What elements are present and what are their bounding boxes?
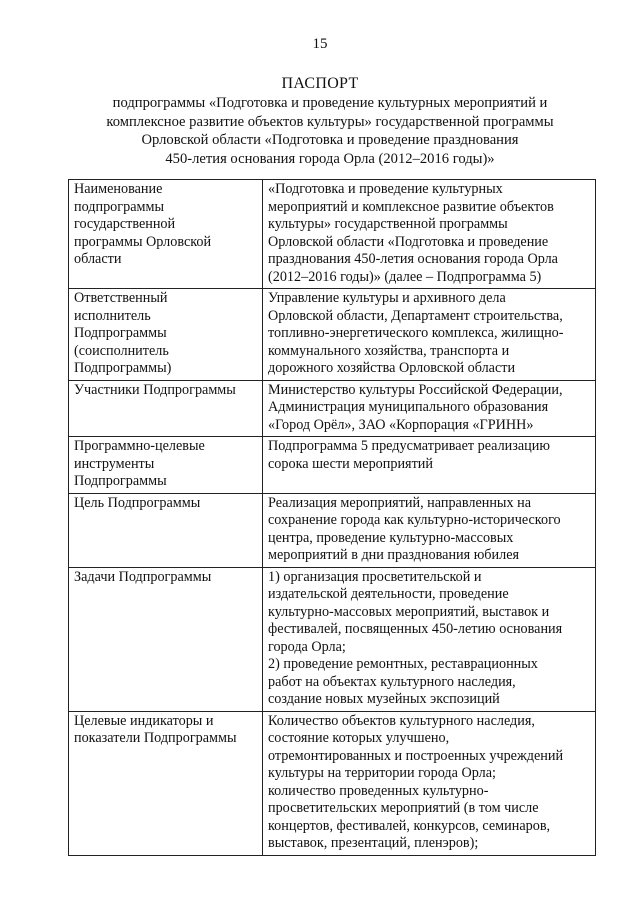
row-label-line: Подпрограммы bbox=[74, 473, 167, 489]
row-value-line: создание новых музейных экспозиций bbox=[268, 691, 500, 707]
row-label-line: Цель Подпрограммы bbox=[74, 494, 201, 511]
row-value-line: Орловской области, Департамент строительства, bbox=[268, 307, 563, 324]
row-value-line: просветительских мероприятий (в том числе bbox=[268, 800, 539, 816]
row-value-line: культурно-массовых мероприятий, выставок и bbox=[268, 603, 550, 620]
row-label-line: области bbox=[74, 251, 122, 267]
table-row bbox=[69, 380, 596, 437]
row-value-line: Управление культуры и архивного дела bbox=[268, 290, 506, 306]
row-value-line: Орловской области «Подготовка и проведение bbox=[268, 233, 549, 250]
row-label-line: Участники Подпрограммы bbox=[74, 381, 236, 398]
row-label-line: подпрограммы bbox=[74, 198, 164, 215]
row-value-line: дорожного хозяйства Орловской области bbox=[268, 360, 516, 376]
row-value-line: города Орла; bbox=[268, 638, 346, 655]
row-label-cell bbox=[69, 437, 263, 494]
row-value-line: культуры» государственной программы bbox=[268, 216, 508, 232]
row-value-line: сохранение города как культурно-исторического bbox=[268, 512, 561, 528]
row-value-line: центра, проведение культурно-массовых bbox=[268, 529, 514, 546]
row-value-line: сорока шести мероприятий bbox=[268, 455, 433, 472]
row-label-line: Подпрограммы) bbox=[74, 360, 172, 376]
row-value-line: «Город Орёл», ЗАО «Корпорация «ГРИНН» bbox=[268, 416, 534, 433]
row-label-line: Ответственный bbox=[74, 290, 168, 306]
row-value-line: отремонтированных и построенных учреждений bbox=[268, 747, 564, 764]
row-label-cell bbox=[69, 493, 263, 567]
row-label-line: Наименование bbox=[74, 181, 163, 197]
row-value-cell bbox=[263, 289, 596, 381]
row-value-cell bbox=[263, 180, 596, 289]
row-label-cell bbox=[69, 289, 263, 381]
row-value-line: фестивалей, посвященных 450-летию основания bbox=[268, 621, 563, 637]
row-label-line: государственной bbox=[74, 216, 176, 232]
subtitle-line: подпрограммы «Подготовка и проведение культурных мероприятий и bbox=[112, 95, 548, 111]
row-value-line: празднования 450-летия основания города Орла bbox=[268, 251, 558, 267]
row-value-line: 2) проведение ремонтных, реставрационных bbox=[268, 656, 538, 672]
document-subtitle bbox=[70, 94, 590, 168]
row-label-line: программы Орловской bbox=[74, 233, 212, 250]
page-number: 15 bbox=[312, 36, 328, 52]
row-value-line: Администрация муниципального образования bbox=[268, 399, 549, 415]
row-value-line: мероприятий в дни празднования юбилея bbox=[268, 547, 520, 563]
table-row bbox=[69, 493, 596, 567]
table-row bbox=[69, 437, 596, 494]
table-row bbox=[69, 180, 596, 289]
row-value-line: издательской деятельности, проведение bbox=[268, 586, 509, 602]
subtitle-line: комплексное развитие объектов культуры» государственной программы bbox=[106, 113, 554, 130]
row-value-line: количество проведенных культурно- bbox=[268, 782, 489, 799]
row-value-line: мероприятий и комплексное развитие объектов bbox=[268, 198, 554, 215]
table-row bbox=[69, 567, 596, 711]
row-label-line: Программно-целевые bbox=[74, 438, 205, 454]
subtitle-line: 450-летия основания города Орла (2012–2016 годы)» bbox=[165, 150, 495, 167]
table-row bbox=[69, 711, 596, 855]
row-label-line: инструменты bbox=[74, 455, 155, 472]
row-label-line: показатели Подпрограммы bbox=[74, 730, 237, 746]
row-value-line: топливно-энергетического комплекса, жилищно- bbox=[268, 325, 564, 341]
row-label-line: Задачи Подпрограммы bbox=[74, 568, 212, 585]
row-label-line: Целевые индикаторы и bbox=[74, 712, 214, 729]
row-value-cell bbox=[263, 567, 596, 711]
row-label-cell bbox=[69, 711, 263, 855]
row-value-line: выставок, презентаций, пленэров); bbox=[268, 835, 479, 851]
row-value-cell bbox=[263, 493, 596, 567]
passport-table bbox=[68, 179, 596, 856]
row-value-line: (2012–2016 годы)» (далее – Подпрограмма 5) bbox=[268, 268, 542, 285]
row-label-cell bbox=[69, 567, 263, 711]
row-value-line: Реализация мероприятий, направленных на bbox=[268, 494, 531, 511]
row-value-line: культуры на территории города Орла; bbox=[268, 765, 496, 781]
row-value-line: коммунального хозяйства, транспорта и bbox=[268, 342, 510, 359]
row-value-line: концертов, фестивалей, конкурсов, семинаров, bbox=[268, 817, 551, 834]
document-title: ПАСПОРТ bbox=[281, 75, 359, 92]
row-value-line: работ на объектах культурного наследия, bbox=[268, 673, 516, 690]
row-value-line: Подпрограмма 5 предусматривает реализацию bbox=[268, 438, 550, 454]
row-value-line: 1) организация просветительской и bbox=[268, 568, 482, 585]
row-value-cell bbox=[263, 711, 596, 855]
row-value-line: состояние которых улучшено, bbox=[268, 730, 450, 746]
row-label-cell bbox=[69, 380, 263, 437]
row-label-cell bbox=[69, 180, 263, 289]
row-value-line: «Подготовка и проведение культурных bbox=[268, 181, 503, 197]
row-label-line: Подпрограммы bbox=[74, 325, 167, 341]
subtitle-line: Орловской области «Подготовка и проведение празднования bbox=[141, 132, 519, 148]
row-value-line: Министерство культуры Российской Федерации, bbox=[268, 381, 563, 398]
row-label-line: исполнитель bbox=[74, 307, 151, 324]
row-value-cell bbox=[263, 437, 596, 494]
row-value-cell bbox=[263, 380, 596, 437]
table-row bbox=[69, 289, 596, 381]
row-label-line: (соисполнитель bbox=[74, 342, 169, 359]
row-value-line: Количество объектов культурного наследия, bbox=[268, 712, 535, 729]
